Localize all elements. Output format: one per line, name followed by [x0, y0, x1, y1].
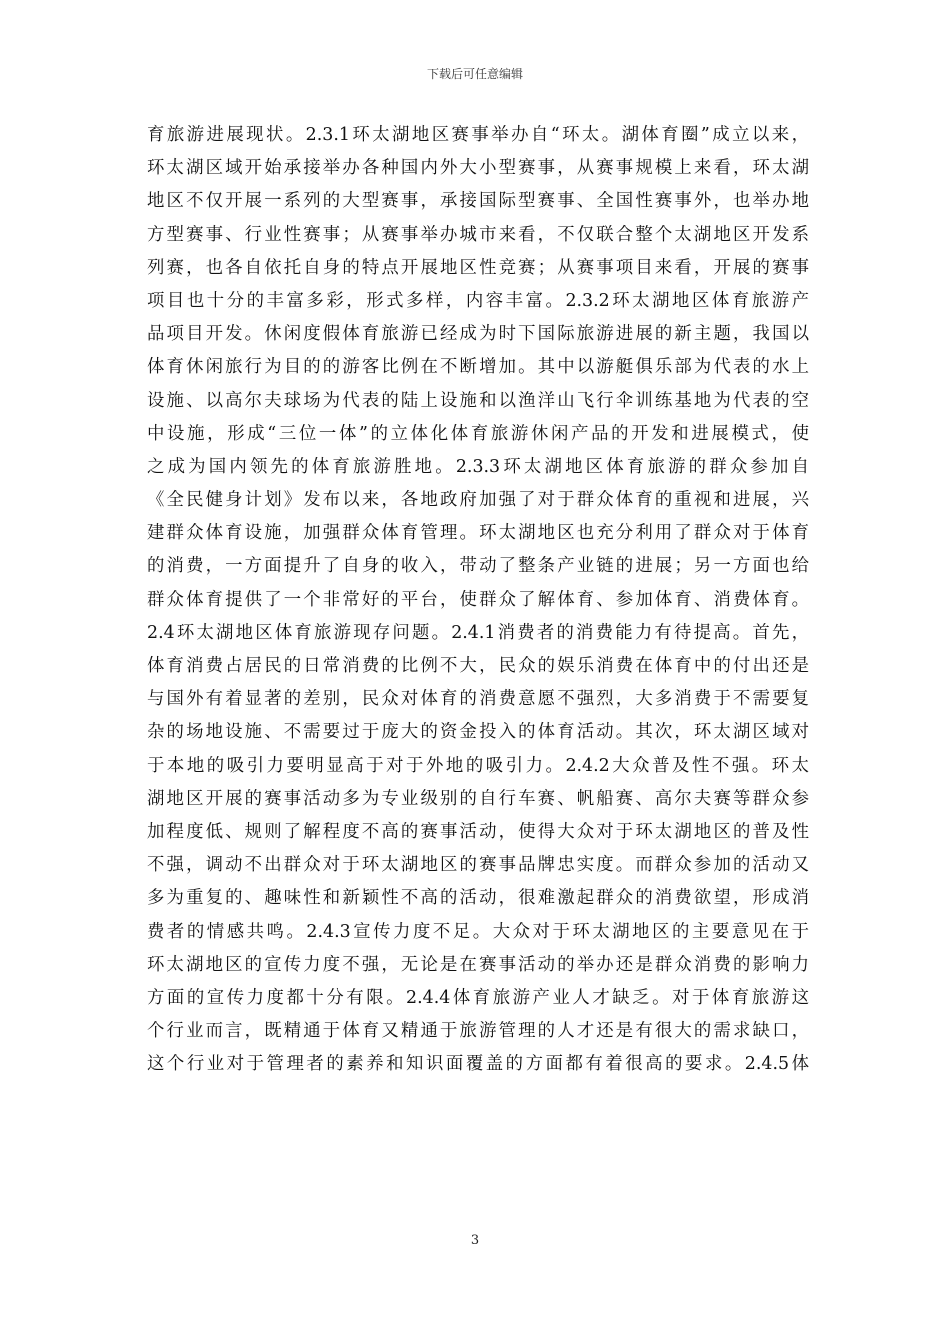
body-text — [147, 119, 809, 1081]
text-line: 与国外有着显著的差别，民众对体育的消费意愿不强烈，大多消费于不需要复 — [147, 689, 809, 710]
text-line: 育旅游进展现状。2.3.1环太湖地区赛事举办自“环太。湖体育圈”成立以来， — [147, 125, 809, 145]
text-line: 方型赛事、行业性赛事；从赛事举办城市来看，不仅联合整个太湖地区开发系 — [147, 224, 809, 245]
text-line: 的消费，一方面提升了自身的收入，带动了整条产业链的进展；另一方面也给 — [147, 556, 809, 577]
text-line: 费者的情感共鸣。2.4.3宣传力度不足。大众对于环太湖地区的主要意见在于 — [147, 921, 809, 942]
text-line: 建群众体育设施，加强群众体育管理。环太湖地区也充分利用了群众对于体育 — [147, 523, 809, 544]
text-line: 品项目开发。休闲度假体育旅游已经成为时下国际旅游进展的新主题，我国以 — [147, 324, 809, 345]
text-line: 体育休闲旅行为目的的游客比例在不断增加。其中以游艇俱乐部为代表的水上 — [147, 357, 809, 378]
text-line: 环太湖区域开始承接举办各种国内外大小型赛事，从赛事规模上来看，环太湖 — [147, 158, 809, 179]
text-line: 于本地的吸引力要明显高于对于外地的吸引力。2.4.2大众普及性不强。环太 — [147, 755, 809, 776]
text-line: 列赛，也各自依托自身的特点开展地区性竞赛；从赛事项目来看，开展的赛事 — [147, 257, 809, 278]
text-line: 加程度低、规则了解程度不高的赛事活动，使得大众对于环太湖地区的普及性 — [147, 821, 809, 842]
text-line: 不强，调动不出群众对于环太湖地区的赛事品牌忠实度。而群众参加的活动又 — [147, 855, 809, 876]
page-header: 下载后可任意编辑 — [426, 67, 523, 81]
text-line: 之成为国内领先的体育旅游胜地。2.3.3环太湖地区体育旅游的群众参加自 — [147, 456, 809, 477]
text-line: 多为重复的、趣味性和新颖性不高的活动，很难激起群众的消费欲望，形成消 — [147, 888, 809, 909]
page-number: 3 — [470, 1233, 480, 1248]
text-line: 地区不仅开展一系列的大型赛事，承接国际型赛事、全国性赛事外，也举办地 — [147, 191, 809, 212]
text-line: 湖地区开展的赛事活动多为专业级别的自行车赛、帆船赛、高尔夫赛等群众参 — [147, 788, 809, 809]
text-line: 体育消费占居民的日常消费的比例不大，民众的娱乐消费在体育中的付出还是 — [147, 656, 809, 676]
text-line: 方面的宣传力度都十分有限。2.4.4体育旅游产业人才缺乏。对于体育旅游这 — [147, 987, 809, 1008]
text-line: 群众体育提供了一个非常好的平台，使群众了解体育、参加体育、消费体育。 — [147, 589, 809, 610]
text-line: 中设施，形成“三位一体”的立体化体育旅游休闲产品的开发和进展模式，使 — [147, 423, 809, 444]
text-line: 设施、以高尔夫球场为代表的陆上设施和以渔洋山飞行伞训练基地为代表的空 — [147, 390, 809, 411]
text-line: 2.4环太湖地区体育旅游现存问题。2.4.1消费者的消费能力有待提高。首先， — [147, 622, 809, 643]
text-line: 这个行业对于管理者的素养和知识面覆盖的方面都有着很高的要求。2.4.5体 — [147, 1054, 809, 1075]
text-line: 环太湖地区的宣传力度不强，无论是在赛事活动的举办还是群众消费的影响力 — [147, 954, 809, 975]
text-line: 杂的场地设施、不需要过于庞大的资金投入的体育活动。其次，环太湖区域对 — [147, 722, 809, 743]
text-line: 《全民健身计划》发布以来，各地政府加强了对于群众体育的重视和进展，兴 — [147, 490, 809, 511]
text-line: 项目也十分的丰富多彩，形式多样，内容丰富。2.3.2环太湖地区体育旅游产 — [147, 290, 809, 311]
text-line: 个行业而言，既精通于体育又精通于旅游管理的人才还是有很大的需求缺口， — [147, 1021, 809, 1042]
